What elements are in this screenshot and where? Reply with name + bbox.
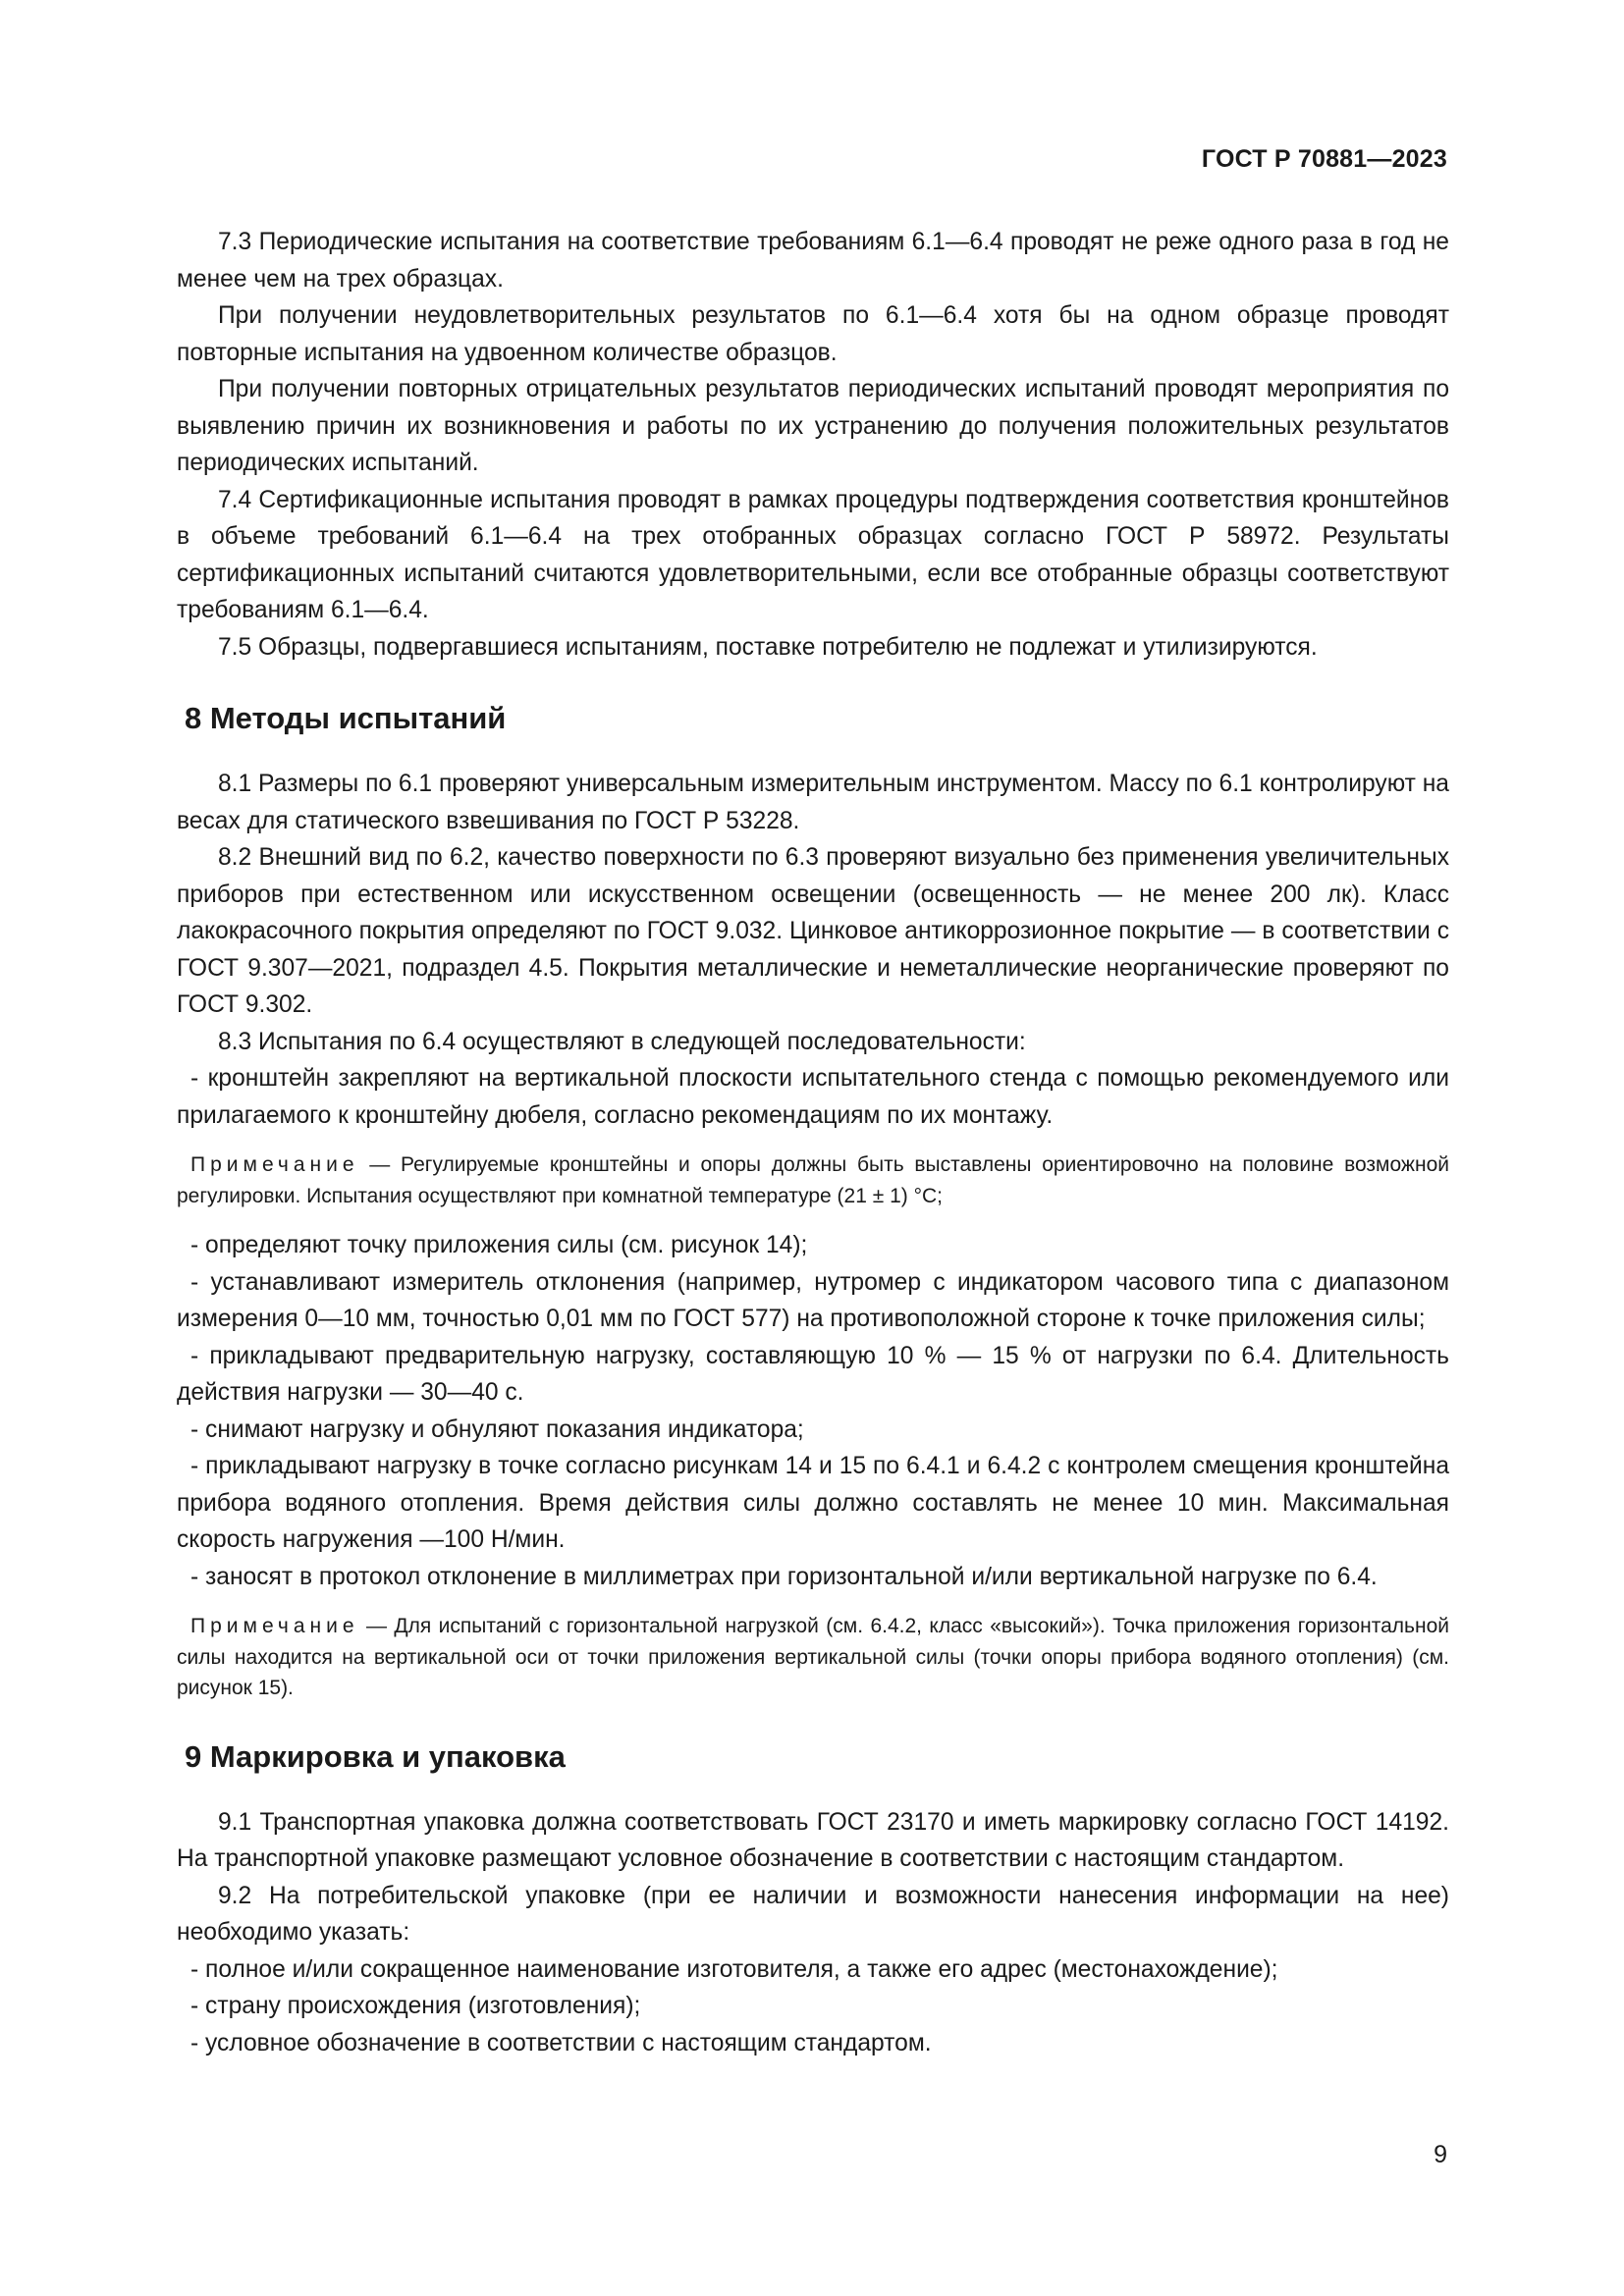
note-2	[177, 1611, 1449, 1704]
document-header-id: ГОСТ Р 70881—2023	[1201, 145, 1447, 173]
paragraph-8-2: 8.2 Внешний вид по 6.2, качество поверхности по 6.3 проверяют визуально без применения увеличительных приборов при естественном или искусственном освещении (освещенность — не менее 200 лк). Класс лакокрасочного покрытия определяют по ГОСТ 9.032. Цинковое антикоррозионное покрытие — в соответствии с ГОСТ 9.307—2021, подраздел 4.5. Покрытия металлические и неметаллические неорганические проверяют по ГОСТ 9.302.	[177, 844, 1449, 1018]
list-item-8-3-mount: - кронштейн закрепляют на вертикальной плоскости испытательного стенда с помощью рекомендуемого или прилагаемого к кронштейну дюбеля, согласно рекомендациям по их монтажу.	[177, 1065, 1449, 1129]
list-item-9-2-country: - страну происхождения (изготовления);	[190, 1993, 641, 2019]
list-item-8-3-preload: - прикладывают предварительную нагрузку, составляющую 10 % — 15 % от нагрузки по 6.4. Длительность действия нагрузки — 30—40 с.	[177, 1342, 1449, 1406]
note-1	[177, 1149, 1449, 1211]
note-1-label: Примечание	[190, 1153, 359, 1176]
page-number: 9	[1434, 2141, 1447, 2168]
paragraph-7-3-repeat-tests: При получении неудовлетворительных результатов по 6.1—6.4 хотя бы на одном образце проводят повторные испытания на удвоенном количестве образцов.	[177, 302, 1449, 366]
list-item-9-2-designation: - условное обозначение в соответствии с настоящим стандартом.	[190, 2029, 932, 2056]
note-1-text: — Регулируемые кронштейны и опоры должны быть выставлены ориентировочно на половине возможной регулировки. Испытания осуществляют при комнатной температуре (21 ± 1) °C;	[177, 1153, 1449, 1207]
paragraph-9-2: 9.2 На потребительской упаковке (при ее наличии и возможности нанесения информации на нее) необходимо указать:	[177, 1882, 1449, 1946]
section-heading-8: 8 Методы испытаний	[185, 701, 507, 735]
list-item-8-3-gauge: - устанавливают измеритель отклонения (например, нутромер с индикатором часового типа с диапазоном измерения 0—10 мм, точностью 0,01 мм по ГОСТ 577) на противоположной стороне к точке приложения силы;	[177, 1268, 1449, 1332]
list-item-8-3-unload: - снимают нагрузку и обнуляют показания индикатора;	[190, 1415, 804, 1443]
note-2-text: — Для испытаний с горизонтальной нагрузкой (см. 6.4.2, класс «высокий»). Точка приложения горизонтальной силы находится на вертикальной оси от точки приложения вертикальной силы (точки опоры прибора водяного отопления) (см. рисунок 15).	[177, 1615, 1449, 1699]
paragraph-8-3: 8.3 Испытания по 6.4 осуществляют в следующей последовательности:	[218, 1028, 1026, 1055]
list-item-8-3-force-point: - определяют точку приложения силы (см. рисунок 14);	[190, 1232, 808, 1258]
list-item-9-2-manufacturer: - полное и/или сокращенное наименование изготовителя, а также его адрес (местонахождение);	[190, 1955, 1278, 1983]
paragraph-7-4: 7.4 Сертификационные испытания проводят в рамках процедуры подтверждения соответствия кронштейнов в объеме требований 6.1—6.4 на трех отобранных образцах согласно ГОСТ Р 58972. Результаты сертификационных испытаний считаются удовлетворительными, если все отобранные образцы соответствуют требованиям 6.1—6.4.	[177, 486, 1449, 623]
document-body	[177, 224, 1449, 2061]
paragraph-9-1: 9.1 Транспортная упаковка должна соответствовать ГОСТ 23170 и иметь маркировку согласно ГОСТ 14192. На транспортной упаковке размещают условное обозначение в соответствии с настоящим стандартом.	[177, 1808, 1449, 1872]
list-item-8-3-load: - прикладывают нагрузку в точке согласно рисункам 14 и 15 по 6.4.1 и 6.4.2 с контролем смещения кронштейна прибора водяного отопления. Время действия силы должно составлять не менее 10 мин. Максимальная скорость нагружения —100 Н/мин.	[177, 1453, 1449, 1553]
paragraph-7-5: 7.5 Образцы, подвергавшиеся испытаниям, поставке потребителю не подлежат и утилизируются.	[218, 633, 1318, 661]
paragraph-8-1: 8.1 Размеры по 6.1 проверяют универсальным измерительным инструментом. Массу по 6.1 контролируют на весах для статического взвешивания по ГОСТ Р 53228.	[177, 771, 1449, 834]
section-heading-9: 9 Маркировка и упаковка	[185, 1738, 566, 1774]
paragraph-7-3: 7.3 Периодические испытания на соответствие требованиям 6.1—6.4 проводят не реже одного раза в год не менее чем на трех образцах.	[177, 229, 1449, 293]
note-2-label: Примечание	[190, 1615, 359, 1637]
paragraph-7-3-measures: При получении повторных отрицательных результатов периодических испытаний проводят мероприятия по выявлению причин их возникновения и работы по их устранению до получения положительных результатов периодических испытаний.	[177, 376, 1449, 476]
list-item-8-3-record: - заносят в протокол отклонение в миллиметрах при горизонтальной и/или вертикальной нагрузке по 6.4.	[190, 1563, 1378, 1590]
